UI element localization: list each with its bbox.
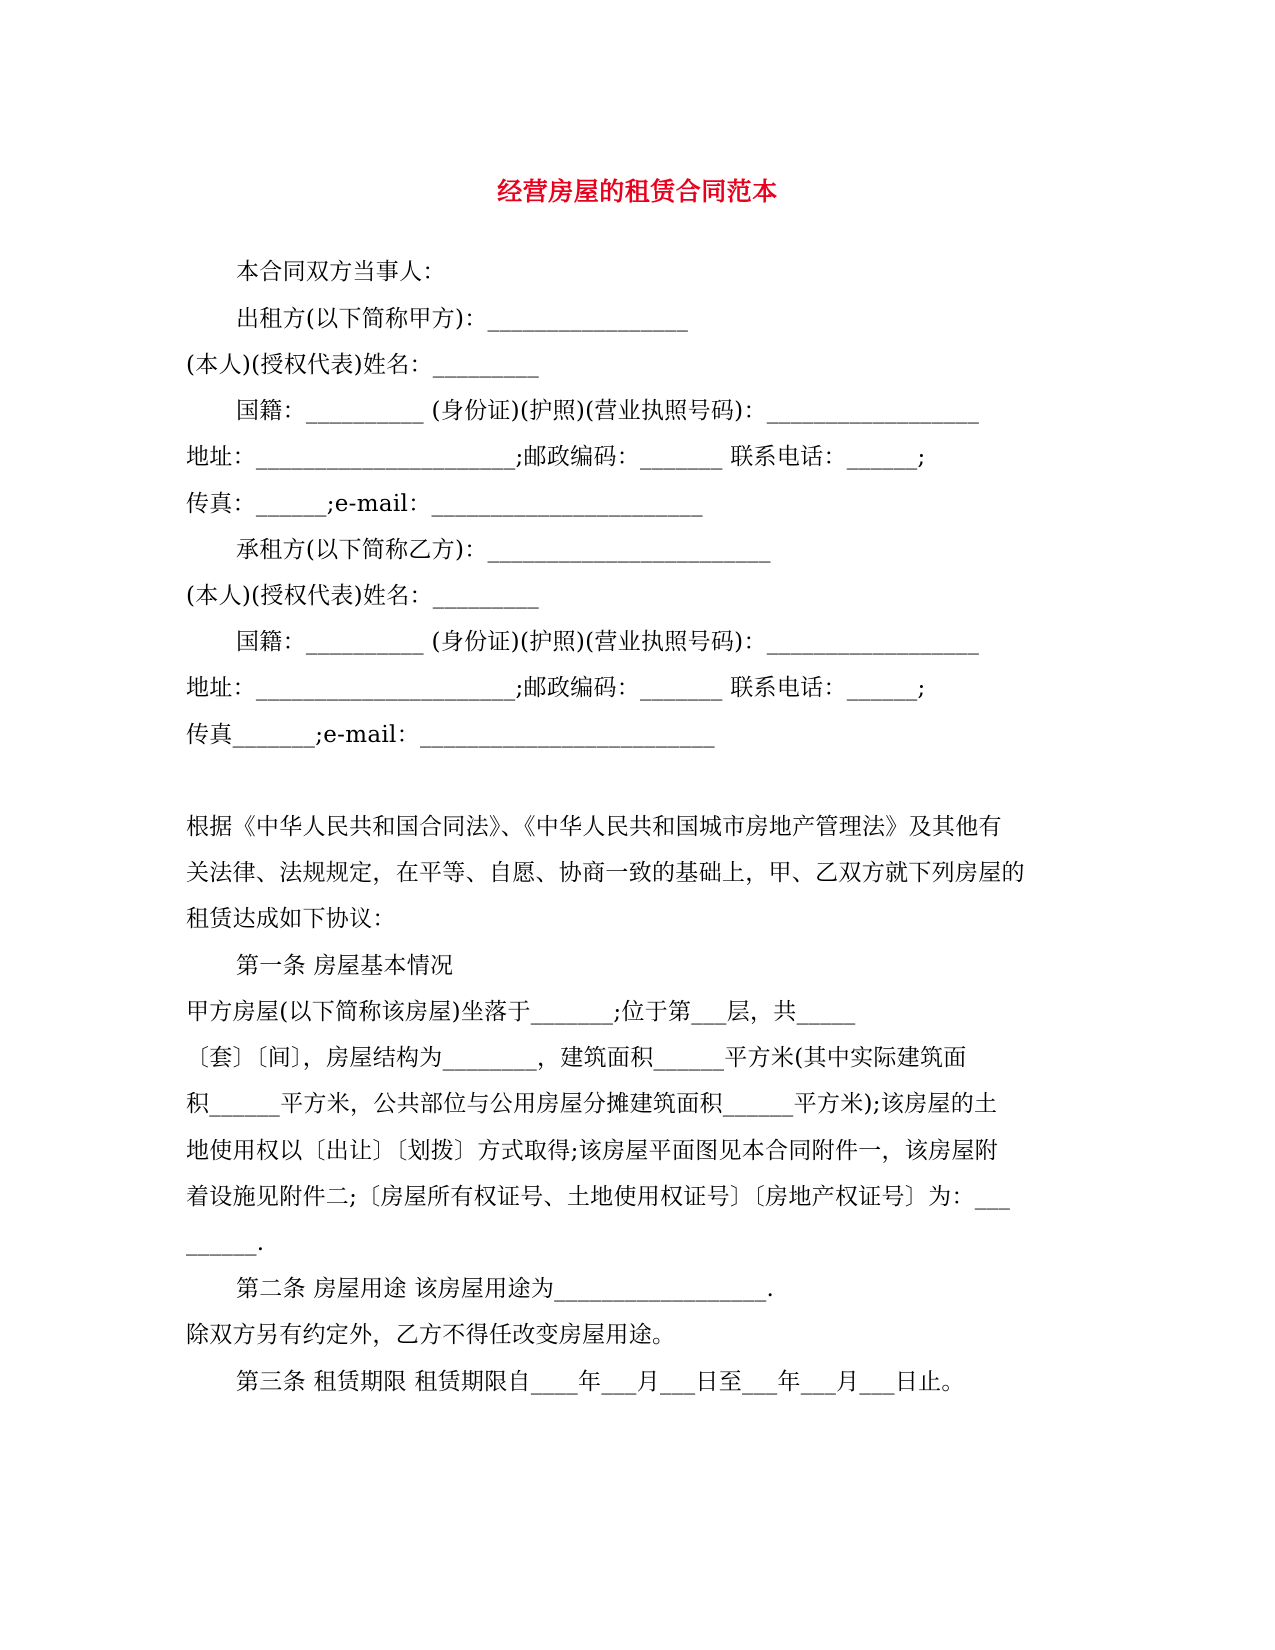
article-3-heading: 第三条 租赁期限 租赁期限自____年___月___日至___年___月___日止。: [236, 1369, 965, 1395]
article-1-line-6: ______.: [186, 1230, 265, 1256]
article-1-line-4: 地使用权以〔出让〕〔划拨〕方式取得;该房屋平面图见本合同附件一，该房屋附: [186, 1138, 999, 1164]
parties-heading: 本合同双方当事人：: [236, 259, 446, 285]
article-1-line-3: 积______平方米，公共部位与公用房屋分摊建筑面积______平方米);该房屋的土: [186, 1091, 998, 1117]
document-title: 经营房屋的租赁合同范本: [497, 177, 778, 206]
article-1-line-5: 着设施见附件二;〔房屋所有权证号、土地使用权证号〕〔房地产权证号〕为：___: [186, 1184, 1011, 1210]
lessee-name-line: (本人)(授权代表)姓名：_________: [186, 583, 539, 609]
article-2-heading: 第二条 房屋用途 该房屋用途为__________________.: [236, 1276, 775, 1302]
article-1-heading: 第一条 房屋基本情况: [236, 953, 454, 979]
lessor-fax-line: 传真：______;e-mail：_______________________: [186, 491, 703, 517]
article-1-line-2: 〔套〕〔间〕，房屋结构为________，建筑面积______平方米(其中实际建筑面: [186, 1045, 967, 1071]
lessor-line: 出租方(以下简称甲方)：_________________: [236, 306, 689, 332]
lessor-name-line: (本人)(授权代表)姓名：_________: [186, 352, 539, 378]
lessor-address-line: 地址：______________________;邮政编码：_______ 联系电话：______;: [186, 444, 926, 470]
lessee-line: 承租方(以下简称乙方)：________________________: [236, 537, 771, 563]
preamble-line-1: 根据《中华人民共和国合同法》、《中华人民共和国城市房地产管理法》及其他有: [186, 814, 1002, 840]
lessee-fax-line: 传真_______;e-mail：_________________________: [186, 722, 715, 748]
article-1-line-1: 甲方房屋(以下简称该房屋)坐落于_______;位于第___层，共_____: [186, 999, 856, 1025]
preamble-line-2: 关法律、法规规定，在平等、自愿、协商一致的基础上，甲、乙双方就下列房屋的: [186, 860, 1025, 886]
lessor-nationality-line: 国籍：__________ (身份证)(护照)(营业执照号码)：__________________: [236, 398, 980, 424]
article-2-line-1: 除双方另有约定外，乙方不得任改变房屋用途。: [186, 1322, 676, 1348]
lessee-nationality-line: 国籍：__________ (身份证)(护照)(营业执照号码)：__________________: [236, 629, 980, 655]
preamble-line-3: 租赁达成如下协议：: [186, 906, 396, 932]
lessee-address-line: 地址：______________________;邮政编码：_______ 联系电话：______;: [186, 675, 926, 701]
